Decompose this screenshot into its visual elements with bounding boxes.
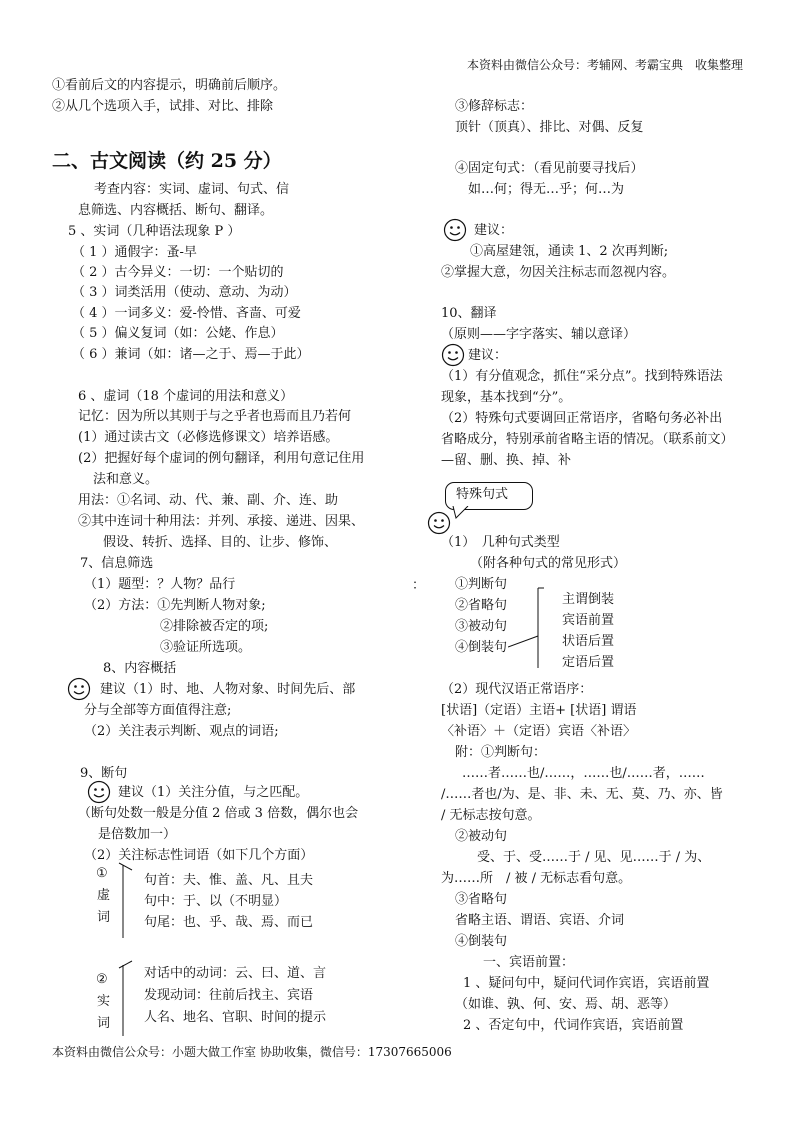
appendix-passive-title: ②被动句 bbox=[455, 829, 508, 844]
info-filter-method-3: ③验证所选项。 bbox=[160, 640, 252, 655]
group-label: ② bbox=[96, 972, 108, 987]
group-label: 虚 bbox=[97, 888, 111, 903]
conjunction-uses-2: 假设、转折、选择、目的、让步、修饰、 bbox=[103, 535, 338, 550]
tip-line-2: ②从几个选项入手，试排、对比、排除 bbox=[52, 99, 274, 114]
info-filter-method-2: ②排除被否定的项; bbox=[160, 619, 269, 634]
sentence-type: ④倒装句 bbox=[455, 640, 508, 655]
translation-advice-2c: —留、删、换、掉、补 bbox=[441, 453, 572, 468]
inversion-type: 主谓倒装 bbox=[562, 592, 615, 607]
content-words-item: （ 1 ）通假字：蚤-早 bbox=[72, 245, 197, 260]
advice-1: ①高屋建瓴，通读 1、2 次再判断; bbox=[470, 244, 669, 259]
smiley-icon bbox=[427, 511, 451, 535]
appendix-judgment-1: ……者……也/……，……也/……者，…… bbox=[462, 766, 705, 781]
footer-note: 本资料由微信公众号：小题大做工作室 协助收集，微信号：17307665006 bbox=[52, 1045, 452, 1059]
group-label: ① bbox=[96, 866, 108, 881]
marker-item: 发现动词：往前后找主、宾语 bbox=[144, 988, 314, 1003]
translation-advice-label: 建议： bbox=[468, 348, 508, 363]
marker-item: 人名、地名、官职、时间的提示 bbox=[144, 1010, 327, 1025]
tip-line-1: ①看前后文的内容提示，明确前后顺序。 bbox=[52, 78, 287, 93]
appendix-judgment-2: /……者也/为、是、非、未、无、莫、乃、亦、皆 bbox=[441, 787, 723, 802]
appendix-inversion-3: （如谁、孰、何、安、焉、胡、恶等） bbox=[455, 997, 677, 1012]
function-words-title: 6 、虚词（18 个虚词的用法和意义） bbox=[78, 389, 294, 404]
bubble-tail bbox=[452, 506, 472, 520]
marker-item: 句尾：也、乎、哉、焉、而已 bbox=[144, 915, 314, 930]
group-label: 词 bbox=[97, 1016, 111, 1031]
punctuation-note-1: （断句处数一般是分值 2 倍或 3 倍数，偶尔也会 bbox=[78, 806, 359, 821]
summary-advice-2: （2）关注表示判断、观点的词语; bbox=[84, 724, 279, 739]
translation-advice-1: （1）有分值观念，抓住“采分点”。找到特殊语法 bbox=[441, 369, 723, 384]
appendix-passive-2: 为……所 / 被 / 无标志看句意。 bbox=[441, 871, 632, 886]
summary-title: 8、内容概括 bbox=[103, 661, 177, 676]
appendix-inversion-2: 1 、疑问句中，疑问代词作宾语，宾语前置 bbox=[463, 976, 710, 991]
section-title: 二、古文阅读（约 25 分） bbox=[52, 150, 282, 172]
translation-title: 10、翻译 bbox=[441, 306, 497, 321]
punctuation-note-2: 是倍数加一） bbox=[98, 827, 177, 842]
sentence-types-title: （1） 几种句式类型 bbox=[441, 535, 560, 550]
function-words-tip-1: (1）通过读古文（必修选修课文）培养语感。 bbox=[78, 430, 339, 445]
summary-advice-1b: 分与全部等方面值得注意; bbox=[84, 703, 232, 718]
word-order-2: 〈补语〉＋（定语）宾语〈补语〉 bbox=[441, 724, 637, 739]
word-order-1: [状语]（定语）主语+ [状语] 谓语 bbox=[441, 703, 637, 718]
marker-item: 句中：于、以（不明显） bbox=[144, 894, 288, 909]
info-filter-title: 7、信息筛选 bbox=[80, 556, 154, 571]
bracket-line bbox=[118, 960, 134, 1038]
sentence-type: ②省略句 bbox=[455, 598, 508, 613]
bubble-text: 特殊句式 bbox=[456, 487, 509, 502]
sentence-types-subtitle: （附各种句式的常见形式） bbox=[470, 556, 627, 571]
translation-advice-1b: 现象，基本找到“分”。 bbox=[441, 390, 572, 405]
smiley-icon bbox=[441, 343, 465, 367]
advice-2: ②掌握大意，勿因关注标志而忽视内容。 bbox=[441, 265, 676, 280]
sentence-type: ③被动句 bbox=[455, 619, 508, 634]
fixed-patterns-title: ④固定句式：（看见前要寻找后） bbox=[455, 161, 644, 176]
bracket-line bbox=[508, 584, 548, 672]
smiley-icon bbox=[443, 218, 467, 242]
appendix-omission-body: 省略主语、谓语、宾语、介词 bbox=[455, 913, 625, 928]
inversion-type: 宾语前置 bbox=[562, 613, 615, 628]
scope-line-1: 考查内容：实词、虚词、句式、信 bbox=[94, 182, 290, 197]
appendix-judgment-title: 附：①判断句： bbox=[455, 745, 547, 760]
content-words-title: 5 、实词（几种语法现象 P ） bbox=[68, 224, 241, 239]
content-words-item: （ 6 ）兼词（如：诸—之于、焉—于此） bbox=[72, 347, 310, 362]
rhetoric-markers-body: 顶针（顶真）、排比、对偶、反复 bbox=[455, 120, 644, 135]
summary-advice-1: 建议（1）时、地、人物对象、时间先后、部 bbox=[100, 682, 356, 697]
punctuation-title: 9、断句 bbox=[80, 766, 128, 781]
appendix-inversion-4: 2 、否定句中，代词作宾语，宾语前置 bbox=[463, 1018, 684, 1033]
info-filter-method: （2）方法：①先判断人物对象; bbox=[84, 598, 266, 613]
function-words-usage: 用法：①名词、动、代、兼、副、介、连、助 bbox=[78, 493, 339, 508]
appendix-inversion-title: ④倒装句 bbox=[455, 934, 508, 949]
stray-colon: ： bbox=[412, 578, 426, 593]
smiley-icon bbox=[87, 780, 111, 804]
translation-advice-2b: 省略成分，特别承前省略主语的情况。（联系前文） bbox=[441, 432, 734, 447]
inversion-type: 定语后置 bbox=[562, 655, 615, 670]
appendix-passive-1: 受、于、受……于 / 见、见……于 / 为、 bbox=[477, 850, 711, 865]
inversion-type: 状语后置 bbox=[562, 634, 615, 649]
function-words-tip-2b: 法和意义。 bbox=[93, 472, 159, 487]
advice-label: 建议： bbox=[474, 223, 514, 238]
translation-principle: （原则——字字落实、辅以意译） bbox=[441, 327, 637, 342]
sentence-type: ①判断句 bbox=[455, 577, 508, 592]
content-words-item: （ 3 ）词类活用（使动、意动、为动） bbox=[72, 285, 297, 300]
info-filter-type: （1）题型：？人物？品行 bbox=[84, 577, 236, 592]
bracket-line bbox=[118, 862, 134, 940]
content-words-item: （ 2 ）古今异义：一切：一个贴切的 bbox=[72, 265, 284, 280]
translation-advice-2: （2）特殊句式要调回正常语序，省略句务必补出 bbox=[441, 411, 723, 426]
punctuation-advice: 建议（1）关注分值，与之匹配。 bbox=[118, 785, 309, 800]
smiley-icon bbox=[67, 677, 91, 701]
group-label: 词 bbox=[97, 910, 111, 925]
word-order-title: （2）现代汉语正常语序： bbox=[441, 682, 593, 697]
appendix-inversion-1: 一、宾语前置： bbox=[483, 955, 575, 970]
scope-line-2: 息筛选、内容概括、断句、翻译。 bbox=[78, 203, 274, 218]
conjunction-uses-1: ②其中连词十种用法：并列、承接、递进、因果、 bbox=[78, 514, 365, 529]
appendix-judgment-3: / 无标志按句意。 bbox=[441, 808, 541, 823]
header-note: 本资料由微信公众号：考辅网、考霸宝典 收集整理 bbox=[467, 58, 744, 72]
punctuation-markers: （2）关注标志性词语（如下几个方面） bbox=[84, 848, 314, 863]
marker-item: 对话中的动词：云、曰、道、言 bbox=[144, 966, 327, 981]
appendix-omission-title: ③省略句 bbox=[455, 892, 508, 907]
fixed-patterns-body: 如…何；得无…乎；何…为 bbox=[468, 182, 625, 197]
content-words-item: （ 4 ）一词多义：爱-怜惜、吝啬、可爱 bbox=[72, 306, 301, 321]
content-words-item: （ 5 ）偏义复词（如：公姥、作息） bbox=[72, 326, 284, 341]
function-words-memo: 记忆：因为所以其则于与之乎者也焉而且乃若何 bbox=[78, 409, 352, 424]
group-label: 实 bbox=[97, 994, 111, 1009]
rhetoric-markers-title: ③修辞标志： bbox=[455, 99, 534, 114]
marker-item: 句首：夫、惟、盖、凡、且夫 bbox=[144, 873, 314, 888]
function-words-tip-2a: (2）把握好每个虚词的例句翻译，利用句意记住用 bbox=[78, 451, 365, 466]
